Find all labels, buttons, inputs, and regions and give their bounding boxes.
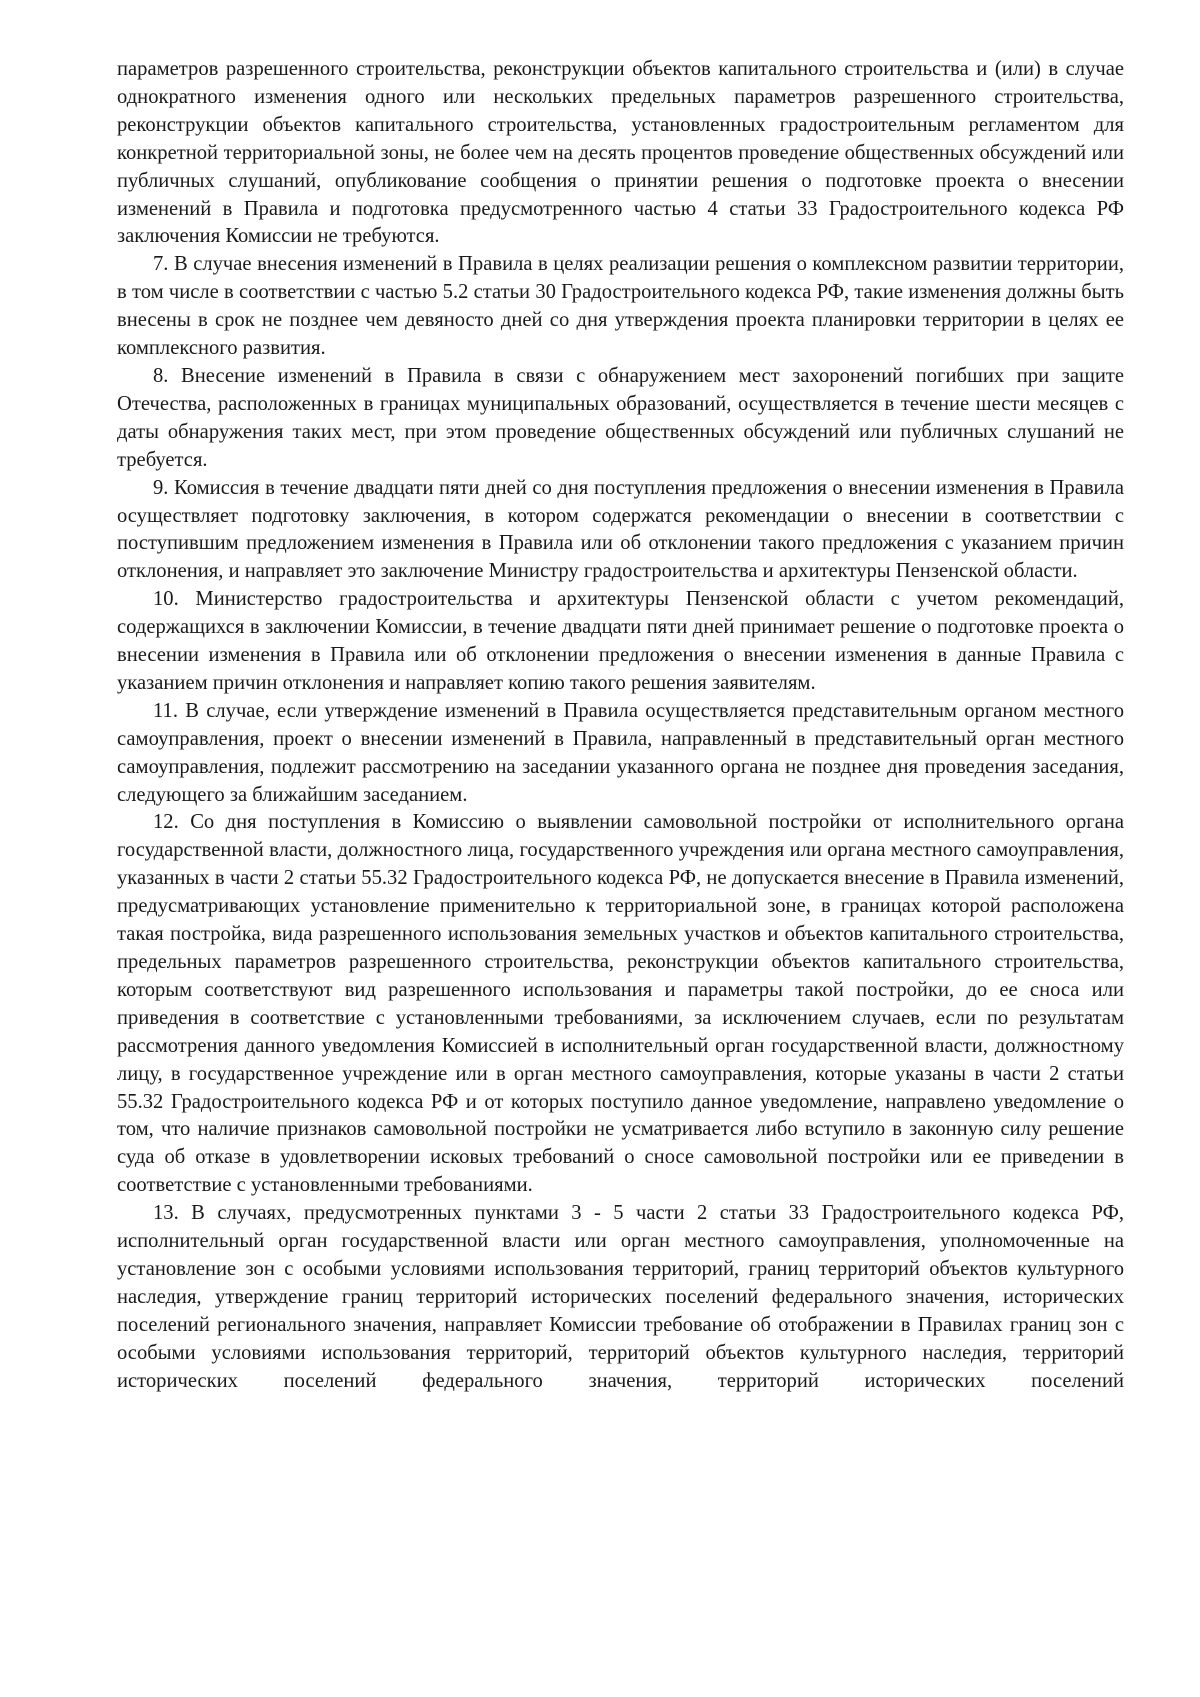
paragraph-11: 11. В случае, если утверждение изменений в Правила осуществляется представительным органом местного самоуправления, проект о внесении изменений в Правила, направленный в представительный орган местного самоуправления, подлежит рассмотрению на заседании указанного органа не позднее дня проведения заседания, следующего за ближайшим заседанием.	[117, 699, 1124, 806]
paragraph-6-continuation: параметров разрешенного строительства, реконструкции объектов капитального строительства и (или) в случае однократного изменения одного или нескольких предельных параметров разрешенного строительства, реконструкции объектов капитального строительства, установленных градостроительным регламентом для конкретной территориальной зоны, не более чем на десять процентов проведение общественных обсуждений или публичных слушаний, опубликование сообщения о принятии решения о подготовке проекта о внесении изменений в Правила и подготовка предусмотренного частью 4 статьи 33 Градостроительного кодекса РФ заключения Комиссии не требуются.	[117, 58, 1124, 248]
document-body	[117, 56, 1124, 1396]
paragraph-12: 12. Со дня поступления в Комиссию о выявлении самовольной постройки от исполнительного органа государственной власти, должностного лица, государственного учреждения или органа местного самоуправления, указанных в части 2 статьи 55.32 Градостроительного кодекса РФ, не допускается внесение в Правила изменений, предусматривающих установление применительно к территориальной зоне, в границах которой расположена такая постройка, вида разрешенного использования земельных участков и объектов капитального строительства, предельных параметров разрешенного строительства, реконструкции объектов капитального строительства, которым соответствуют вид разрешенного использования и параметры такой постройки, до ее сноса или приведения в соответствие с установленными требованиями, за исключением случаев, если по результатам рассмотрения данного уведомления Комиссией в исполнительный орган государственной власти, должностному лицу, в государственное учреждение или в орган местного самоуправления, которые указаны в части 2 статьи 55.32 Градостроительного кодекса РФ и от которых поступило данное уведомление, направлено уведомление о том, что наличие признаков самовольной постройки не усматривается либо вступило в законную силу решение суда об отказе в удовлетворении исковых требований о сносе самовольной постройки или ее приведении в соответствие с установленными требованиями.	[117, 811, 1124, 1197]
paragraph-9: 9. Комиссия в течение двадцати пяти дней со дня поступления предложения о внесении изменения в Правила осуществляет подготовку заключения, в котором содержатся рекомендации о внесении в соответствии с поступившим предложением изменения в Правила или об отклонении такого предложения с указанием причин отклонения, и направляет это заключение Министру градостроительства и архитектуры Пензенской области.	[117, 476, 1124, 583]
paragraph-8: 8. Внесение изменений в Правила в связи с обнаружением мест захоронений погибших при защите Отечества, расположенных в границах муниципальных образований, осуществляется в течение шести месяцев с даты обнаружения таких мест, при этом проведение общественных обсуждений или публичных слушаний не требуется.	[117, 364, 1124, 471]
paragraph-13: 13. В случаях, предусмотренных пунктами 3 - 5 части 2 статьи 33 Градостроительного кодекса РФ, исполнительный орган государственной власти или орган местного самоуправления, уполномоченные на установление зон с особыми условиями использования территорий, границ территорий объектов культурного наследия, утверждение границ территорий исторических поселений федерального значения, исторических поселений регионального значения, направляет Комиссии требование об отображении в Правилах границ зон с особыми условиями использования территорий, территорий объектов культурного наследия, территорий исторических поселений федерального значения, территорий исторических поселений	[117, 1202, 1124, 1392]
paragraph-7: 7. В случае внесения изменений в Правила в целях реализации решения о комплексном развитии территории, в том числе в соответствии с частью 5.2 статьи 30 Градостроительного кодекса РФ, такие изменения должны быть внесены в срок не позднее чем девяносто дней со дня утверждения проекта планировки территории в целях ее комплексного развития.	[117, 253, 1124, 360]
paragraph-10: 10. Министерство градостроительства и архитектуры Пензенской области с учетом рекомендаций, содержащихся в заключении Комиссии, в течение двадцати пяти дней принимает решение о подготовке проекта о внесении изменения в Правила или об отклонении предложения о внесении изменения в данные Правила с указанием причин отклонения и направляет копию такого решения заявителям.	[117, 588, 1124, 694]
